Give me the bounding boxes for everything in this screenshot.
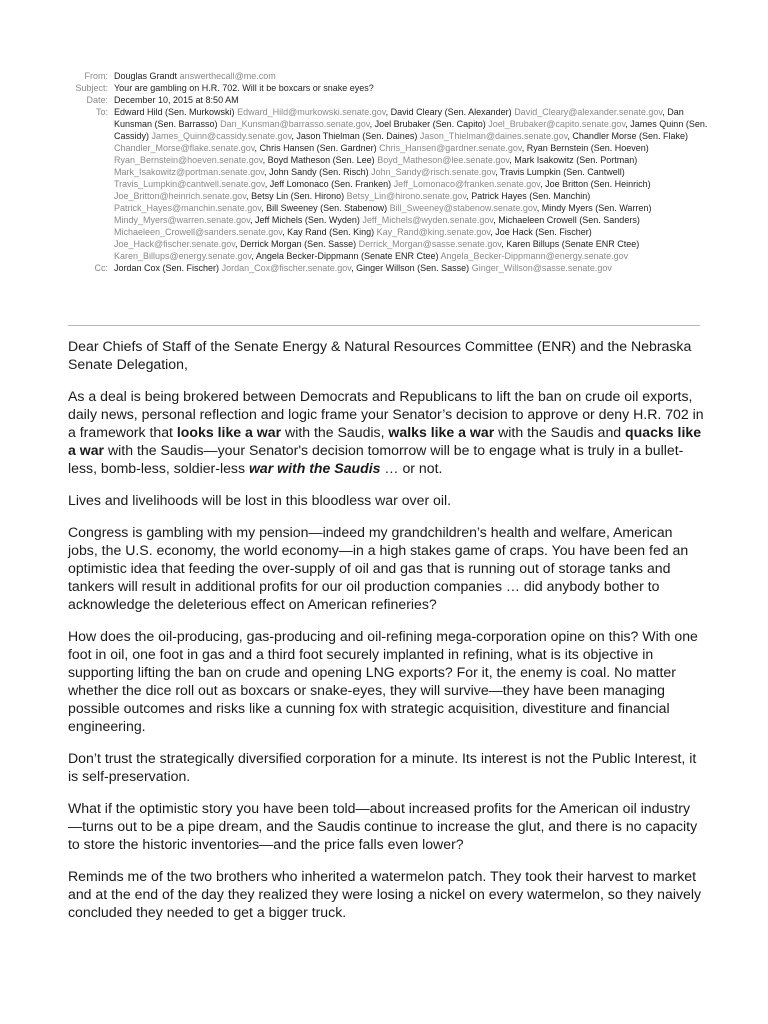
recipient-name: Chris Hansen (Sen. Gardner) <box>259 143 377 153</box>
recipient-name: James Quinn (Sen. Cassidy) <box>114 119 708 141</box>
recipient[interactable] <box>114 263 351 273</box>
recipient-name: Karen Billups (Senate ENR Ctee) <box>506 239 640 249</box>
body-paragraph-2: As a deal is being brokered between Democrats and Republicans to lift the ban on crude oil exports, daily news, personal reflection and logic frame your Senator’s decision to approve or deny H.R. 702 in a framework that looks like a war with the Saudis, walks like a war with the Saudis and quacks like a war with the Saudis—your Senator's decision tomorrow will be to engage what is truly in a bullet-less, bomb-less, soldier-less war with the Saudis … or not. <box>68 388 704 476</box>
recipient-name: Edward Hild (Sen. Murkowski) <box>114 107 235 117</box>
body-paragraph-4: Congress is gambling with my pension—indeed my grandchildren’s health and welfare, American jobs, the U.S. economy, the world economy—in a high stakes game of craps. You have been fed an optimistic idea that feeding the over-supply of oil and gas that is running out of storage tanks and tankers will result in additional profits for our oil production companies … did anybody bother to acknowledge the deleterious effect on American refineries? <box>68 524 689 612</box>
body-paragraph-7: What if the optimistic story you have been told—about increased profits for the American oil industry—turns out to be a pipe dream, and the Saudis continue to increase the glut, and there is no capacity to store the historic inventories—and the price falls even lower? <box>68 800 698 852</box>
recipient-name: Dan Kunsman (Sen. Barrasso) <box>114 107 684 129</box>
recipient-email: Derrick_Morgan@sasse.senate.gov <box>358 239 502 249</box>
recipient[interactable] <box>269 167 495 177</box>
recipient-name: Chandler Morse (Sen. Flake) <box>572 131 688 141</box>
recipient-email: John_Sandy@risch.senate.gov <box>371 167 496 177</box>
recipient[interactable] <box>287 227 490 237</box>
recipient[interactable] <box>296 131 567 141</box>
recipient-email: Jeff_Michels@wyden.senate.gov <box>362 215 494 225</box>
recipient-name: Ryan Bernstein (Sen. Hoeven) <box>526 143 649 153</box>
recipient-name: John Sandy (Sen. Risch) <box>269 167 369 177</box>
subject-row <box>60 82 710 94</box>
recipient-email: Dan_Kunsman@barrasso.senate.gov <box>220 119 370 129</box>
recipient-name: Michaeleen Crowell (Sen. Sanders) <box>498 215 640 225</box>
recipient-name: Betsy Lin (Sen. Hirono) <box>251 191 345 201</box>
recipient-email: Ryan_Bernstein@hoeven.senate.gov <box>114 155 263 165</box>
recipient-email: James_Quinn@cassidy.senate.gov <box>151 131 292 141</box>
email-body <box>68 337 704 935</box>
recipient-name: Jason Thielman (Sen. Daines) <box>296 131 418 141</box>
recipient-email: Joe_Britton@heinrich.senate.gov <box>114 191 247 201</box>
recipient-name: Boyd Matheson (Sen. Lee) <box>267 155 375 165</box>
recipient[interactable] <box>251 191 466 201</box>
recipient-name: Kay Rand (Sen. King) <box>287 227 375 237</box>
recipient[interactable] <box>240 239 501 249</box>
recipient-name: Jeff Michels (Sen. Wyden) <box>255 215 360 225</box>
to-row <box>60 106 710 262</box>
recipient-email: Karen_Billups@energy.senate.gov <box>114 251 252 261</box>
to-label: To: <box>95 107 108 117</box>
recipient-name: Ginger Willson (Sen. Sasse) <box>356 263 470 273</box>
recipient-email: Joel_Brubaker@capito.senate.gov <box>488 119 626 129</box>
salutation-paragraph: Dear Chiefs of Staff of the Senate Energy & Natural Resources Committee (ENR) and the Nebraska Senate Delegation, <box>68 338 692 372</box>
recipient-name: Patrick Hayes (Sen. Manchin) <box>471 191 591 201</box>
subject-label: Subject: <box>75 83 108 93</box>
recipient-email: Bill_Sweeney@stabenow.senate.gov <box>389 203 537 213</box>
recipient[interactable] <box>266 203 537 213</box>
cc-recipient-list: Jordan Cox (Sen. Fischer) Jordan_Cox@fischer.senate.gov, Ginger Willson (Sen. Sasse) Ginger_Willson@sasse.senate.gov <box>114 263 612 273</box>
recipient[interactable] <box>260 143 522 153</box>
recipient-name: David Cleary (Sen. Alexander) <box>390 107 512 117</box>
from-row <box>60 70 710 82</box>
sender-email[interactable]: answerthecall@me.com <box>179 71 276 81</box>
sender-name: Douglas Grandt <box>114 71 178 81</box>
body-paragraph-3: Lives and livelihoods will be lost in this bloodless war over oil. <box>68 492 452 508</box>
recipient-email: Betsy_Lin@hirono.senate.gov <box>346 191 467 201</box>
recipient-email: Jason_Thielman@daines.senate.gov <box>419 131 568 141</box>
recipient-name: Joe Hack (Sen. Fischer) <box>495 227 592 237</box>
recipient-email: Mindy_Myers@warren.senate.gov <box>114 215 251 225</box>
cc-row <box>60 262 710 274</box>
recipient-name: Jordan Cox (Sen. Fischer) <box>114 263 220 273</box>
recipient-name: Joel Brubaker (Sen. Capito) <box>374 119 486 129</box>
body-paragraph-6: Don’t trust the strategically diversified corporation for a minute. Its interest is not the Public Interest, it is self-preservation. <box>68 750 697 784</box>
recipient-email: Mark_Isakowitz@portman.senate.gov <box>114 167 265 177</box>
recipient-email: Joe_Hack@fischer.senate.gov <box>114 239 236 249</box>
to-recipient-list: Edward Hild (Sen. Murkowski) Edward_Hild@murkowski.senate.gov, David Cleary (Sen. Alexander) David_Cleary@alexander.senate.gov, Dan Kunsman (Sen. Barrasso) Dan_Kunsman@barrasso.senate.gov, Joel Brubaker (Sen. Capito) Joel_Brubaker@capito.senate.gov, James Quinn (Sen. Cassidy) James_Quinn@cassidy.senate.gov, Jason Thielman (Sen. Daines) Jason_Thielman@daines.senate.gov, Chandler Morse (Sen. Flake) Chandler_Morse@flake.senate.gov, Chris Hansen (Sen. Gardner) Chris_Hansen@gardner.senate.gov, Ryan Bernstein (Sen. Hoeven) Ryan_Bernstein@hoeven.senate.gov, Boyd Matheson (Sen. Lee) Boyd_Matheson@lee.senate.gov, Mark Isakowitz (Sen. Portman) Mark_Isakowitz@portman.senate.gov, John Sandy (Sen. Risch) John_Sandy@risch.senate.gov, Travis Lumpkin (Sen. Cantwell) Travis_Lumpkin@cantwell.senate.gov, Jeff Lomonaco (Sen. Franken) Jeff_Lomonaco@franken.senate.gov, Joe Britton (Sen. Heinrich) Joe_Britton@heinrich.senate.gov, Betsy Lin (Sen. Hirono) Betsy_Lin@hirono.senate.gov, Patrick Hayes (Sen. Manchin) Patrick_Hayes@manchin.senate.gov, Bill Sweeney (Sen. Stabenow) Bill_Sweeney@stabenow.senate.gov, Mindy Myers (Sen. Warren) Mindy_Myers@warren.senate.gov, Jeff Michels (Sen. Wyden) Jeff_Michels@wyden.senate.gov, Michaeleen Crowell (Sen. Sanders) Michaeleen_Crowell@sanders.senate.gov, Kay Rand (Sen. King) Kay_Rand@king.senate.gov, Joe Hack (Sen. Fischer) Joe_Hack@fischer.senate.gov, Derrick Morgan (Sen. Sasse) Derrick_Morgan@sasse.senate.gov, Karen Billups (Senate ENR Ctee) Karen_Billups@energy.senate.gov, Angela Becker-Dippmann (Senate ENR Ctee) Angela_Becker-Dippmann@energy.senate.gov <box>114 107 708 261</box>
recipient-name: Joe Britton (Sen. Heinrich) <box>545 179 651 189</box>
recipient[interactable] <box>270 179 540 189</box>
recipient[interactable] <box>268 155 510 165</box>
subject-text: Your are gambling on H.R. 702. Will it be boxcars or snake eyes? <box>114 83 374 93</box>
recipient-email: Michaeleen_Crowell@sanders.senate.gov <box>114 227 283 237</box>
recipient[interactable] <box>356 263 612 273</box>
header-divider <box>68 325 700 326</box>
recipient-email: Patrick_Hayes@manchin.senate.gov <box>114 203 262 213</box>
recipient-email: Chris_Hansen@gardner.senate.gov <box>379 143 522 153</box>
recipient-name: Mark Isakowitz (Sen. Portman) <box>514 155 638 165</box>
recipient-email: Ginger_Willson@sasse.senate.gov <box>471 263 612 273</box>
recipient-email: Kay_Rand@king.senate.gov <box>376 227 491 237</box>
recipient-email: Chandler_Morse@flake.senate.gov <box>114 143 255 153</box>
recipient-name: Angela Becker-Dippmann (Senate ENR Ctee) <box>255 251 439 261</box>
recipient-email: Angela_Becker-Dippmann@energy.senate.gov <box>440 251 629 261</box>
email-header <box>60 70 710 274</box>
emphasis-looks-like-war: looks like a war <box>176 424 282 440</box>
recipient-name: Travis Lumpkin (Sen. Cantwell) <box>500 167 625 177</box>
date-label: Date: <box>86 95 108 105</box>
recipient[interactable] <box>114 107 386 117</box>
recipient-email: Travis_Lumpkin@cantwell.senate.gov <box>114 179 265 189</box>
emphasis-walks-like-war: walks like a war <box>388 424 495 440</box>
body-paragraph-5: How does the oil-producing, gas-producing and oil-refining mega-corporation opine on this? With one foot in oil, one foot in gas and a third foot securely implanted in refining, what is its objective in supporting lifting the ban on crude and opening LNG exports? For it, the enemy is coal. No matter whether the dice roll out as boxcars or snake-eyes, they will survive—they have been managing possible outcomes and risks like a cunning fox with strategic acquisition, divestiture and financial engineering. <box>68 628 698 734</box>
from-label: From: <box>84 71 108 81</box>
recipient-email: David_Cleary@alexander.senate.gov <box>514 107 663 117</box>
recipient[interactable] <box>255 215 493 225</box>
recipient[interactable] <box>256 251 628 261</box>
date-row <box>60 94 710 106</box>
recipient-name: Jeff Lomonaco (Sen. Franken) <box>269 179 392 189</box>
body-paragraph-8: Reminds me of the two brothers who inherited a watermelon patch. They took their harvest to market and at the end of the day they realized they were losing a nickel on every watermelon, so they naively concluded they needed to get a bigger truck. <box>68 868 702 920</box>
recipient-email: Jeff_Lomonaco@franken.senate.gov <box>393 179 541 189</box>
date-text: December 10, 2015 at 8:50 AM <box>114 95 239 105</box>
emphasis-quacks-like-war: quacks like a war <box>68 424 702 458</box>
recipient[interactable] <box>391 107 663 117</box>
recipient-email: Boyd_Matheson@lee.senate.gov <box>377 155 510 165</box>
recipient-name: Bill Sweeney (Sen. Stabenow) <box>266 203 388 213</box>
recipient-email: Jordan_Cox@fischer.senate.gov <box>221 263 352 273</box>
emphasis-war-with-saudis: war with the Saudis <box>248 460 381 476</box>
recipient-email: Edward_Hild@murkowski.senate.gov <box>237 107 386 117</box>
recipient-name: Derrick Morgan (Sen. Sasse) <box>240 239 357 249</box>
cc-label: Cc: <box>94 263 108 273</box>
recipient[interactable] <box>375 119 626 129</box>
recipient-name: Mindy Myers (Sen. Warren) <box>541 203 652 213</box>
